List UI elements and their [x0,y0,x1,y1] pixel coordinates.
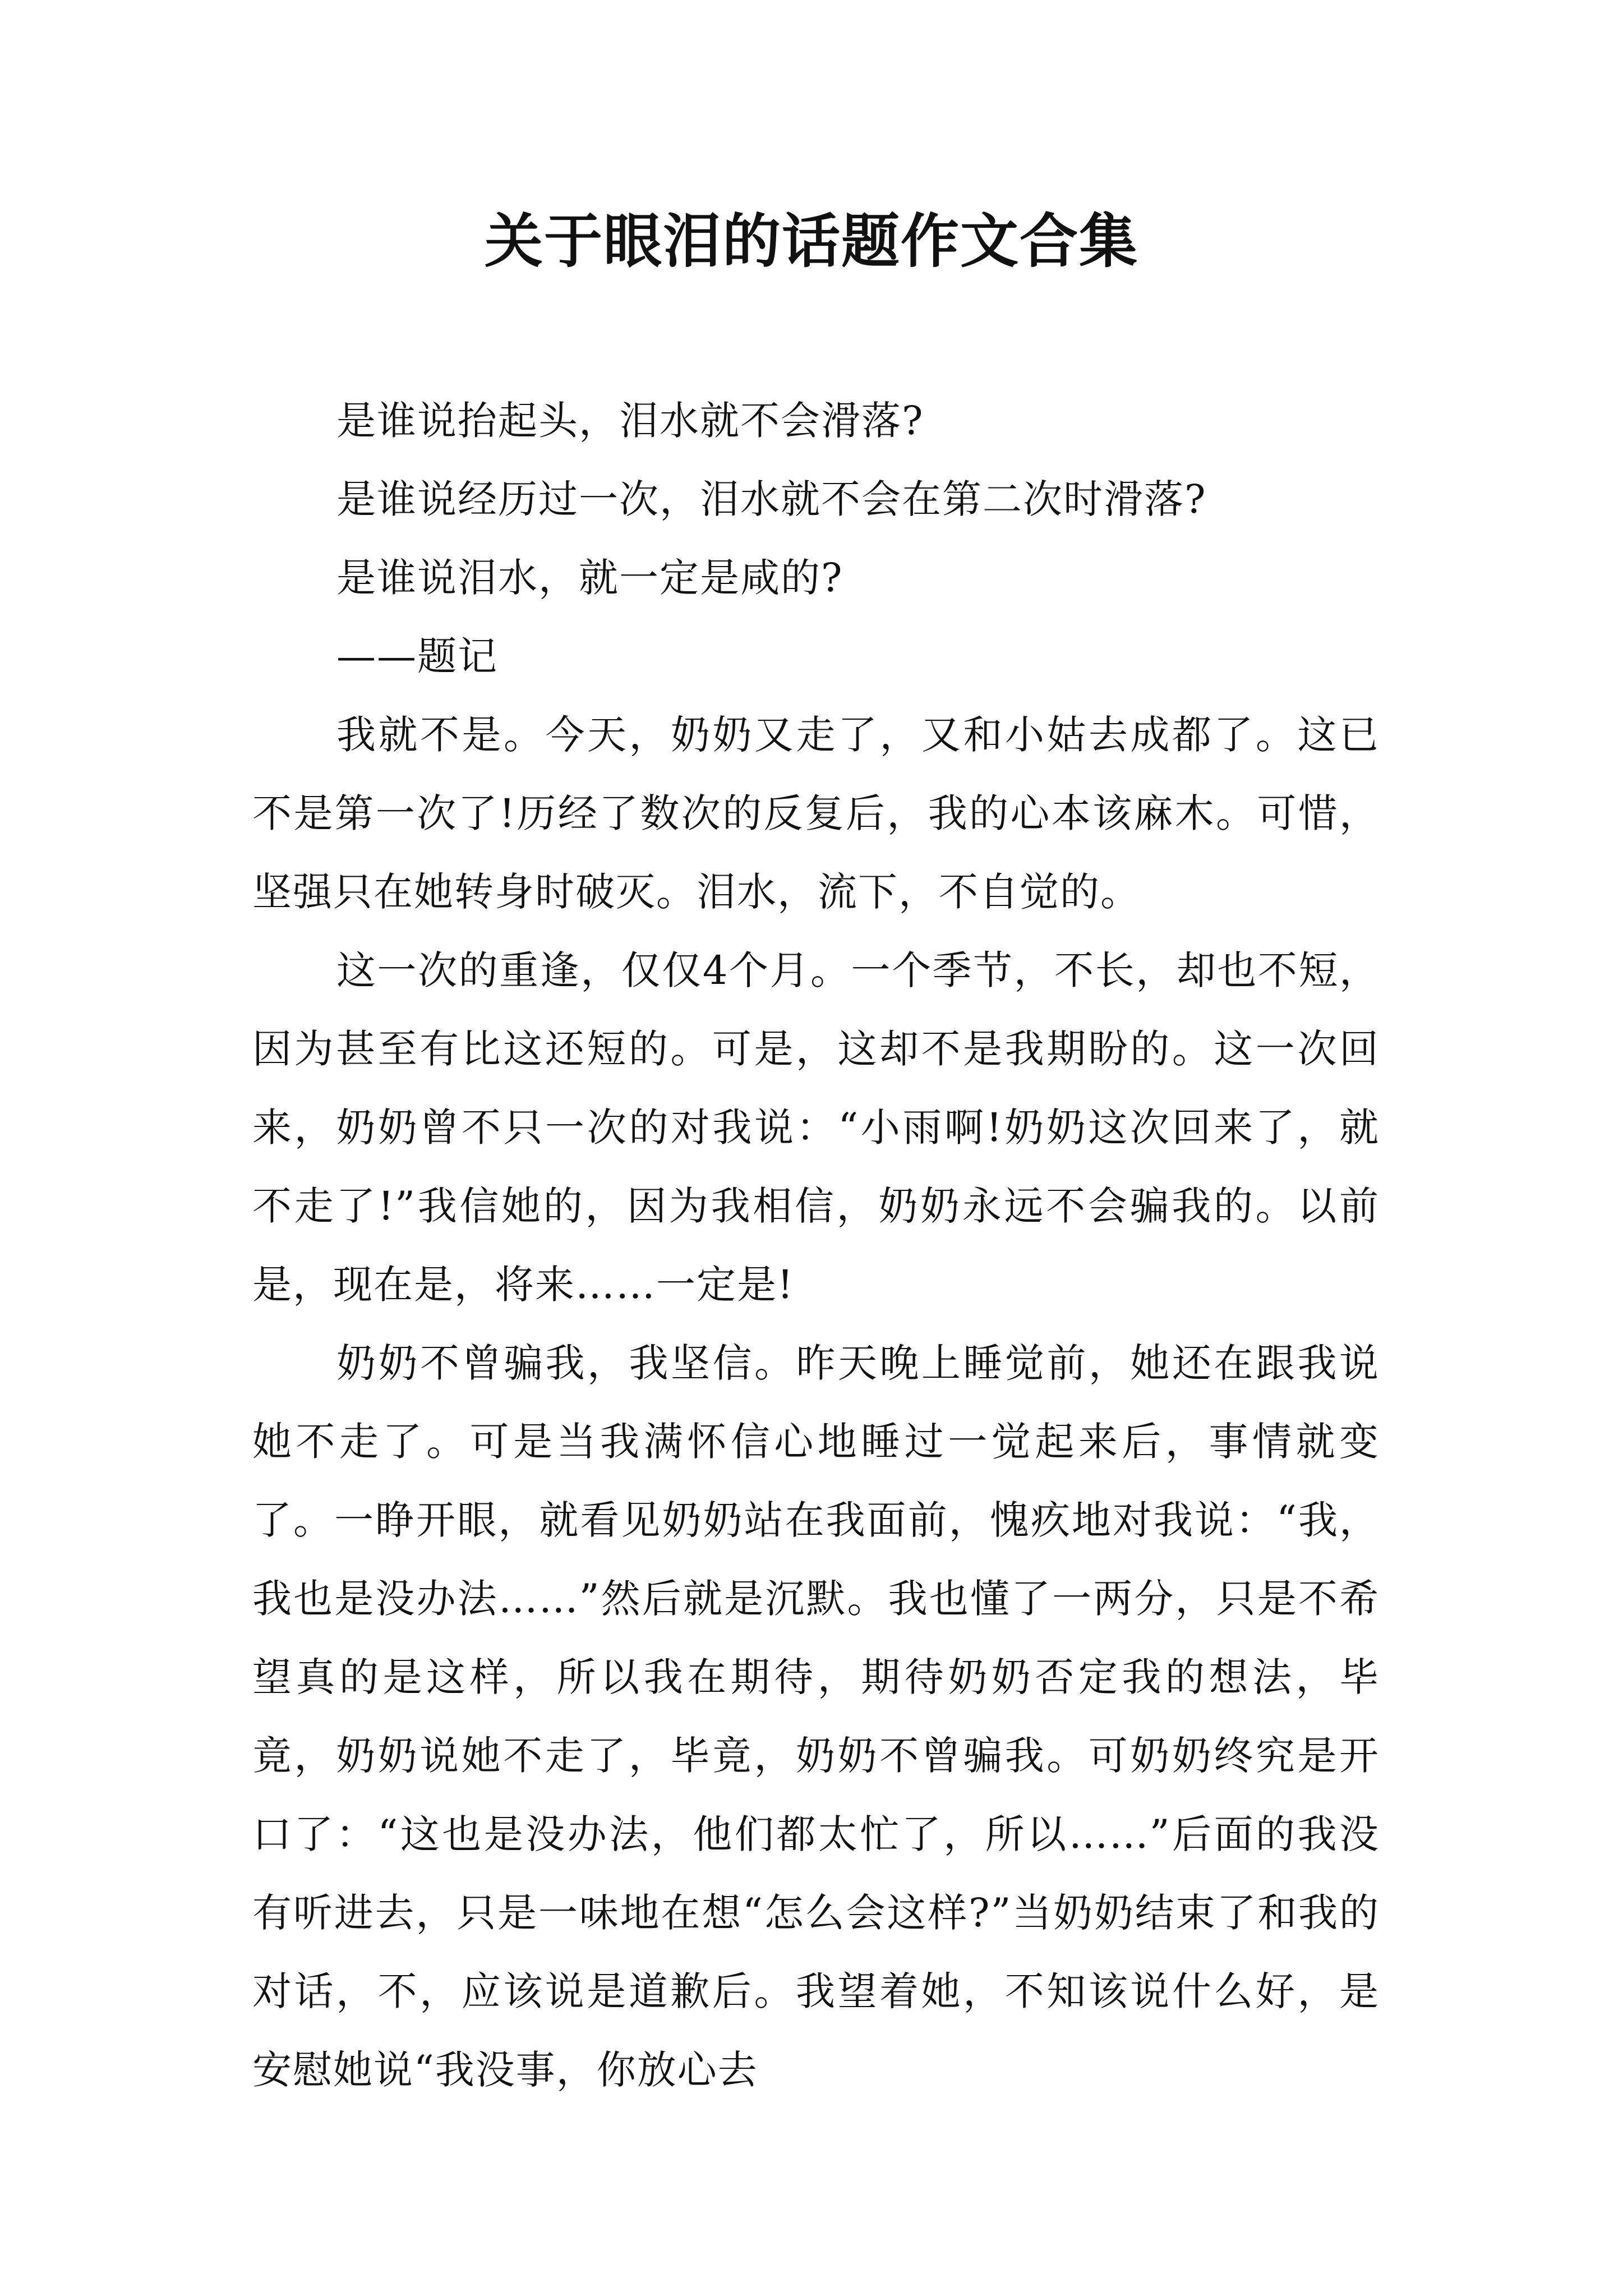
body-paragraph-2: 这一次的重逢，仅仅4个月。一个季节，不长，却也不短，因为甚至有比这还短的。可是，这却不是我期盼的。这一次回来，奶奶曾不只一次的对我说：“小雨啊!奶奶这次回来了，就不走了!”我信她的，因为我相信，奶奶永远不会骗我的。以前是，现在是，将来……一定是! [252,947,1380,1308]
document-body [252,381,1380,2109]
body-paragraph-1: 我就不是。今天，奶奶又走了，又和小姑去成都了。这已不是第一次了!历经了数次的反复后，我的心本该麻木。可惜，坚强只在她转身时破灭。泪水，流下，不自觉的。 [252,712,1380,915]
document-title: 关于眼泪的话题作文合集 [484,206,1138,275]
epigraph-line-1: 是谁说抬起头，泪水就不会滑落? [336,398,924,444]
epigraph-attribution: ——题记 [336,633,498,679]
body-paragraph-3: 奶奶不曾骗我，我坚信。昨天晚上睡觉前，她还在跟我说她不走了。可是当我满怀信心地睡过一觉起来后，事情就变了。一睁开眼，就看见奶奶站在我面前，愧疚地对我说：“我，我也是没办法……”然后就是沉默。我也懂了一两分，只是不希望真的是这样，所以我在期待，期待奶奶否定我的想法，毕竟，奶奶说她不走了，毕竟，奶奶不曾骗我。可奶奶终究是开口了：“这也是没办法，他们都太忙了，所以……”后面的我没有听进去，只是一味地在想“怎么会这样?”当奶奶结束了和我的对话，不，应该说是道歉后。我望着她，不知该说什么好，是安慰她说“我没事，你放心去 [252,1340,1380,2093]
epigraph-line-3: 是谁说泪水，就一定是咸的? [336,555,843,601]
epigraph-line-2: 是谁说经历过一次，泪水就不会在第二次时滑落? [336,476,1207,522]
